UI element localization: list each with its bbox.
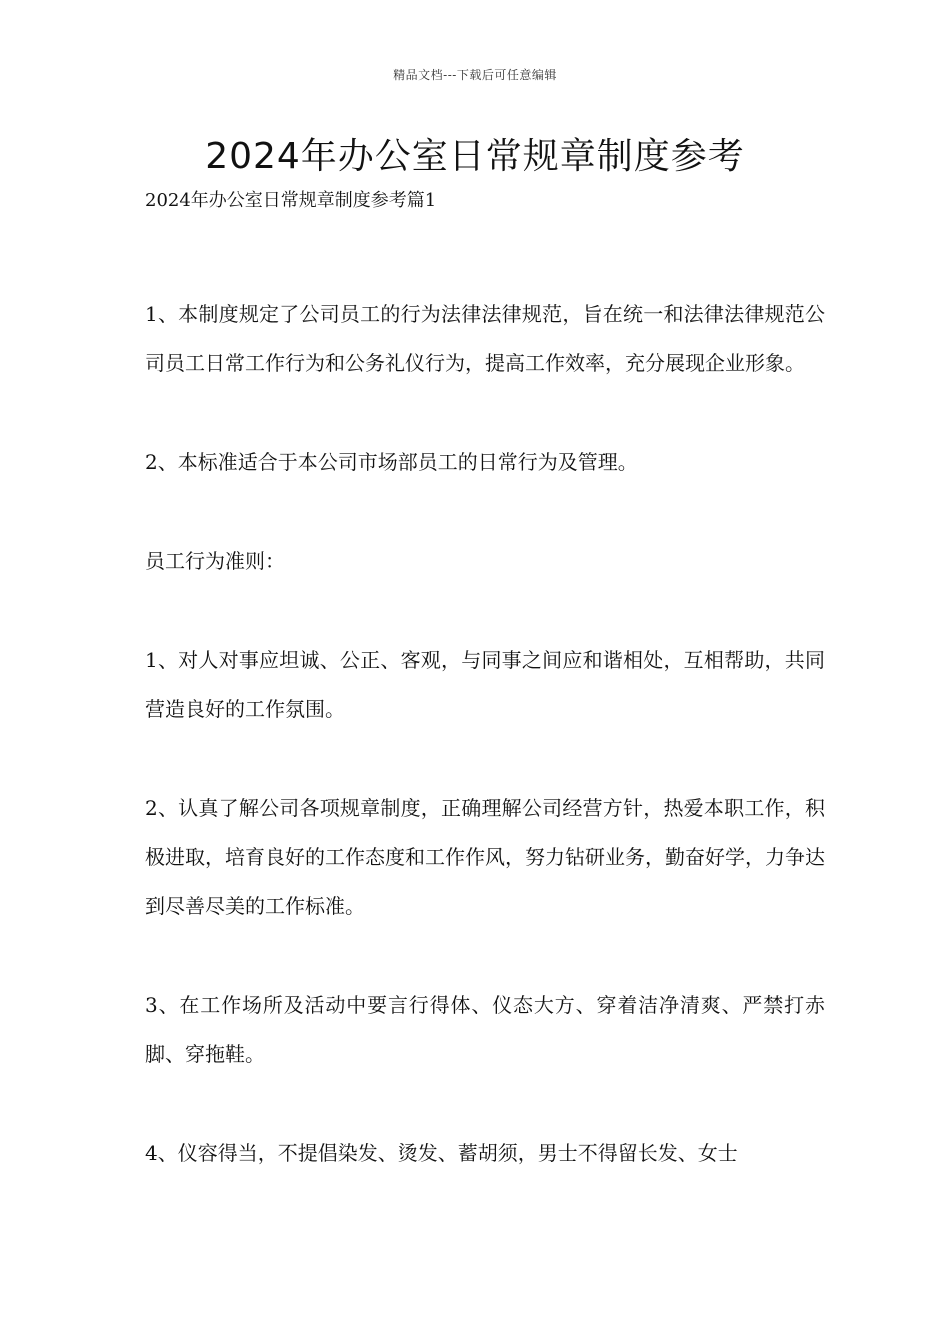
paragraph-scope: 2、本标准适合于本公司市场部员工的日常行为及管理。 xyxy=(145,450,638,474)
paragraph-rule-1: 1、对人对事应坦诚、公正、客观，与同事之间应和谐相处，互相帮助，共同营造良好的工作氛围。 xyxy=(145,648,825,721)
paragraph-purpose: 1、本制度规定了公司员工的行为法律法律规范，旨在统一和法律法律规范公司员工日常工作行为和公务礼仪行为，提高工作效率，充分展现企业形象。 xyxy=(145,302,825,375)
paragraph-rule-3: 3、在工作场所及活动中要言行得体、仪态大方、穿着洁净清爽、严禁打赤脚、穿拖鞋。 xyxy=(145,993,825,1066)
page-title: 2024年办公室日常规章制度参考 xyxy=(205,136,745,177)
paragraph-rule-4: 4、仪容得当，不提倡染发、烫发、蓄胡须，男士不得留长发、女士 xyxy=(145,1141,738,1165)
paragraph-rule-2: 2、认真了解公司各项规章制度，正确理解公司经营方针，热爱本职工作，积极进取，培育良好的工作态度和工作作风，努力钻研业务，勤奋好学，力争达到尽善尽美的工作标准。 xyxy=(145,796,825,918)
section-subtitle: 2024年办公室日常规章制度参考篇1 xyxy=(145,190,437,211)
document-body xyxy=(145,186,825,1178)
header-note: 精品文档---下载后可任意编辑 xyxy=(393,68,557,82)
section-heading-conduct: 员工行为准则： xyxy=(145,549,285,573)
